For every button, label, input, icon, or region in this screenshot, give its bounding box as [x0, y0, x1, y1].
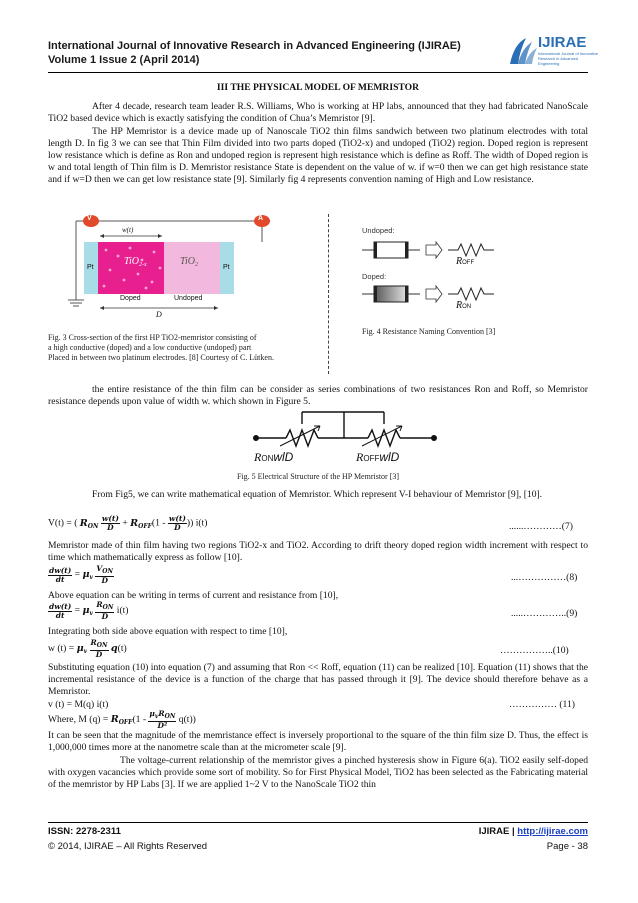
header-rule	[48, 72, 588, 73]
figure-5-caption: Fig. 5 Electrical Structure of the HP Memristor [3]	[236, 472, 400, 481]
figure-divider	[328, 214, 329, 374]
paragraph-2: The HP Memristor is a device made up of Nanoscale TiO2 thin films sandwich between two platinum electrodes with total length D. In fig 3 we can see that Thin Film divided into two parts doped (TiO2-x) and undoped (TiO2) region. Doped region is represent low resistance which is define as Ron and undoped region is represent high resistance which is define as Roff. The width of Doped region is w and total length of Thin film is D. Memristor resistance State is dependent on the value of w. if w=0 then we can get high resistance state and if w=D then we can get low resistance state [9]. Similarly fig 4 represents convention naming of High and Low resistance.	[48, 126, 588, 185]
equation-9-number: .....…………..(9)	[511, 608, 578, 619]
paragraph-9: It can be seen that the magnitude of the memristance effect is inversely proportional to the square of the thin film size D. Thus, the effect is 1,000,000 times more at the nanometre scale than at the micrometer scale [9].	[48, 730, 588, 753]
figure-5	[250, 408, 440, 468]
paragraph-4: From Fig5, we can write mathematical equation of Memristor. Which represent V-I behaviour of Memristor [9], [10].	[92, 489, 543, 500]
section-title: III THE PHYSICAL MODEL OF MEMRISTOR	[216, 82, 420, 93]
logo-text: IJIRAE	[538, 34, 587, 51]
arrow-right-icon	[426, 242, 442, 258]
logo-subtitle: International Journal of Innovative Research in Advanced Engineering	[538, 51, 599, 66]
equation-10: w $(t) = \mu_v$ $\frac{R_{ON}}{D}$ q(t)	[48, 638, 127, 659]
journal-volume: Volume 1 Issue 2 (April 2014)	[48, 54, 200, 66]
equation-10-number: ……………..(10)	[500, 645, 569, 656]
doped-region	[98, 242, 164, 294]
label-doped: Doped	[120, 295, 141, 302]
fig5-right-label: ROFFwlD	[356, 450, 400, 464]
fig5-left-label: RONwlD	[254, 450, 294, 464]
equation-7: V(t) = ( $R_{ON}$ $\frac{w(t)}{D}$ + $R_{OFF}(1$ - $\frac{w(t)}{D}$ )) i(t)	[48, 514, 208, 532]
paragraph-7: Integrating both side above equation with respect to time [10],	[48, 626, 288, 637]
label-w: w(t)	[122, 226, 134, 234]
paragraph-6: Above equation can be writing in terms of current and resistance from [10],	[48, 590, 339, 601]
label-d: D	[156, 310, 162, 319]
resistor-off-icon	[368, 430, 400, 446]
footer-rule	[48, 822, 588, 823]
footer-issn: ISSN: 2278-2311	[48, 826, 121, 837]
figure-3-caption: Fig. 3 Cross-section of the first HP TiO2-memristor consisting of a high conductive (doped) and a low conductive (undoped) part Placed in between two platinum electrodes. [8] Courtesy of C. Lütken.	[48, 333, 274, 362]
paragraph-5: Memristor made of thin film having two regions TiO2-x and TiO2. According to drift theory doped region width increment with respect to time which mathematically express as follow [10].	[48, 540, 588, 563]
label-tio2x: TiO$_{2-x}$	[124, 256, 147, 268]
footer-copyright: © 2014, IJIRAE – All Rights Reserved	[48, 841, 208, 852]
doped-label: Doped:	[362, 272, 387, 281]
equation-11: v (t) = M(q) i(t)	[48, 699, 109, 710]
arrow-right-icon	[426, 286, 442, 302]
ron-label: RON	[456, 300, 472, 311]
resistor-on-icon	[448, 288, 494, 300]
roff-label: ROFF	[456, 256, 475, 267]
equation-memristance: Where, M $(q) = R_{OFF}(1$ - $\frac{\mu_vR_{ON}}{\text{D²}}$ q(t))	[48, 709, 196, 730]
figure-4-caption: Fig. 4 Resistance Naming Convention [3]	[362, 327, 496, 336]
label-pt-right: Pt	[223, 264, 230, 271]
figure-3	[60, 210, 286, 328]
journal-logo	[504, 30, 600, 70]
footer-page: Page - 38	[546, 841, 588, 852]
undoped-region	[164, 242, 220, 294]
equation-8-number: ...……………(8)	[511, 572, 578, 583]
journal-title: International Journal of Innovative Research in Advanced Engineering (IJIRAE)	[48, 40, 461, 52]
footer-journal: IJIRAE | http://ijirae.com	[478, 826, 588, 837]
equation-9: $\frac{dw(t)}{dt}$ = $\mu_v$ $\frac{R_{ON}}{D}$ i(t)	[49, 600, 129, 621]
paragraph-3: the entire resistance of the thin film can be consider as series combinations of two resistances Ron and Roff, so Memristor resistance depends upon value of width w. which shown in Figure 5.	[48, 384, 588, 407]
equation-7-number: ......…………(7)	[509, 521, 573, 532]
paragraph-8: Substituting equation (10) into equation (7) and assuming that Ron << Roff, equation (11) can be realized [10]. Equation (11) shows that the incremental resistance of the device is a function of the charge that has passed through it [9]. The device should therefore behave as a Memristor.	[48, 662, 588, 697]
label-undoped: Undoped	[174, 295, 203, 302]
label-pt-left: Pt	[87, 264, 94, 271]
resistor-on-icon	[286, 430, 318, 446]
undoped-label: Undoped:	[362, 226, 395, 235]
paragraph-1: After 4 decade, research team leader R.S. Williams, Who is working at HP labs, announced that they had fabricated NanoScale TiO2 based device which is exactly satisfying the condition of Chua’s Memristor [9].	[48, 101, 588, 124]
label-v: V	[87, 215, 92, 222]
equation-8: $\frac{dw(t)}{dt}$ = $\mu_v$ $\frac{V_{ON}}{D}$	[49, 564, 113, 585]
label-a: A	[258, 215, 264, 222]
resistor-off-icon	[448, 244, 494, 256]
paragraph-10: The voltage-current relationship of the memristor gives a pinched hysteresis show in Figure 6(a). TiO2 easily self-doped with oxygen vacancies which provide some sort of mobility. So for First Physical Model, TiO2 has been selected as the Fabricating material of the memristor by HP Labs [3]. If we are applied 1~2 V to the NanoScale TiO2 thin	[48, 755, 588, 790]
figure-4	[340, 210, 530, 325]
journal-link[interactable]: http://ijirae.com	[517, 826, 588, 837]
label-tio2: TiO$_2$	[180, 256, 199, 268]
equation-11-number: …………… (11)	[509, 699, 575, 710]
